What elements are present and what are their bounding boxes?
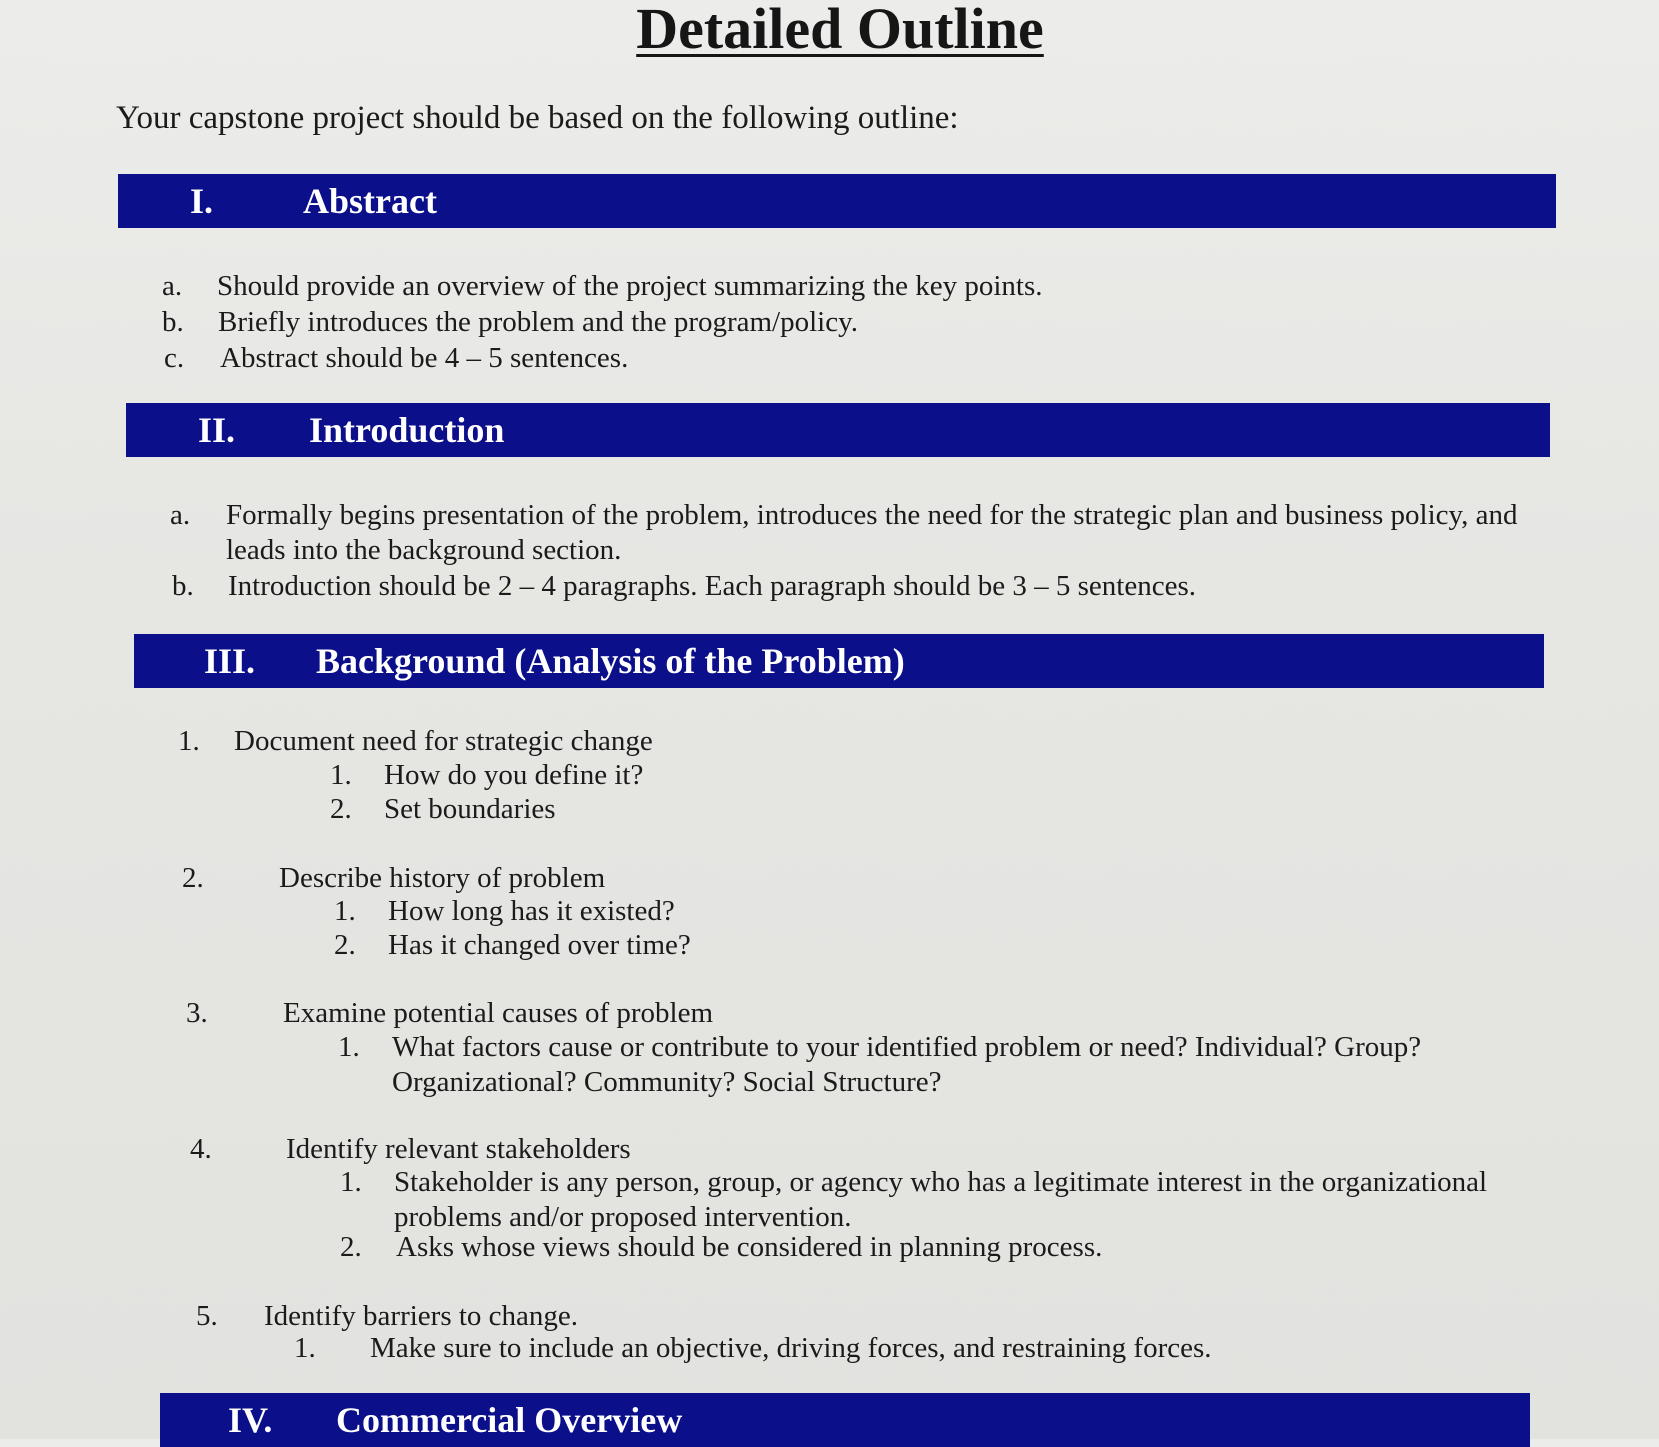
section-number: IV. [228, 1400, 273, 1440]
list-marker: 1. [334, 895, 356, 927]
list-marker: 4. [190, 1133, 212, 1165]
section-number: I. [190, 181, 214, 221]
list-marker: a. [170, 499, 191, 531]
list-marker: 1. [178, 725, 200, 757]
list-text: Asks whose views should be considered in planning process. [396, 1231, 1103, 1263]
section-number: II. [198, 410, 236, 450]
list-marker: 3. [186, 997, 208, 1029]
list-text: Examine potential causes of problem [283, 997, 714, 1029]
list-text: Stakeholder is any person, group, or agency who has a legitimate interest in the organizational problems and/or proposed intervention. [394, 1166, 1488, 1233]
section-header-background [134, 634, 1544, 688]
list-marker: 2. [182, 862, 204, 894]
list-text: Document need for strategic change [234, 725, 653, 757]
list-text: Identify barriers to change. [264, 1300, 579, 1332]
list-text: Has it changed over time? [388, 929, 691, 961]
list-marker: 2. [334, 929, 356, 961]
page-title: Detailed Outline [636, 0, 1044, 61]
list-marker: 1. [338, 1031, 360, 1063]
section-title: Commercial Overview [336, 1400, 683, 1440]
list-text: Should provide an overview of the project summarizing the key points. [217, 270, 1043, 302]
list-text: Describe history of problem [279, 862, 606, 894]
list-marker: 2. [340, 1231, 362, 1263]
intro-text: Your capstone project should be based on the following outline: [116, 100, 959, 136]
list-marker: b. [172, 570, 194, 602]
list-marker: 2. [330, 793, 352, 825]
section-title: Introduction [309, 410, 505, 450]
section-title: Background (Analysis of the Problem) [316, 641, 905, 681]
list-marker: 1. [294, 1332, 316, 1364]
list-marker: 1. [330, 759, 352, 791]
list-marker: 5. [196, 1300, 218, 1332]
list-marker: 1. [340, 1166, 362, 1198]
list-text: Identify relevant stakeholders [286, 1133, 631, 1165]
section-title: Abstract [303, 181, 437, 221]
list-text: Set boundaries [384, 793, 556, 825]
list-text: Formally begins presentation of the problem, introduces the need for the strategic plan and business policy, and leads into the background section. [226, 499, 1518, 566]
list-marker: a. [162, 270, 183, 302]
list-text: How long has it existed? [388, 895, 675, 927]
list-text: Make sure to include an objective, driving forces, and restraining forces. [370, 1332, 1212, 1364]
list-text: Abstract should be 4 – 5 sentences. [220, 342, 629, 374]
list-text: Briefly introduces the problem and the program/policy. [218, 306, 858, 338]
list-text: Introduction should be 2 – 4 paragraphs. Each paragraph should be 3 – 5 sentences. [228, 570, 1197, 602]
list-text: How do you define it? [384, 759, 644, 791]
list-marker: b. [162, 306, 184, 338]
list-marker: c. [164, 342, 185, 374]
section-header-abstract [118, 174, 1556, 228]
section-header-introduction [126, 403, 1550, 457]
section-number: III. [204, 641, 256, 681]
list-text: What factors cause or contribute to your identified problem or need? Individual? Group? Organizational? Community? Social Structure? [392, 1031, 1422, 1098]
